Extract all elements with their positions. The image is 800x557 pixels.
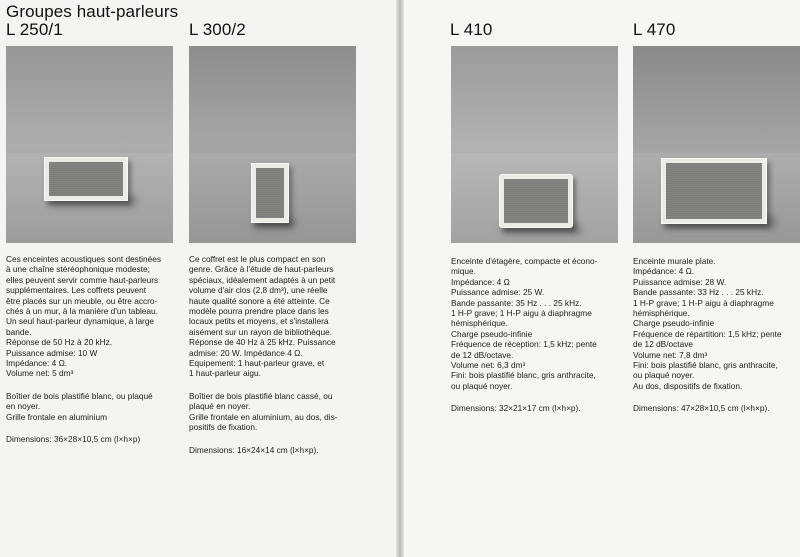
text-l470 bbox=[633, 256, 800, 414]
description-line: Puissance admise: 25 W. bbox=[451, 287, 545, 298]
text-l300 bbox=[189, 254, 359, 455]
description-line: Volume net: 5 dm³ bbox=[6, 368, 74, 379]
description-line: Volume net: 6,3 dm³ bbox=[451, 360, 526, 371]
description-line: Volume net: 7,8 dm³ bbox=[633, 349, 708, 360]
speaker-photo-l300 bbox=[189, 46, 356, 243]
finish-line: Grille frontale en aluminium, au dos, dis- bbox=[189, 411, 338, 422]
speaker-photo-l470 bbox=[633, 46, 800, 243]
finish-line: Grille frontale en aluminium bbox=[6, 411, 107, 422]
description-line: Ce coffret est le plus compact en son bbox=[189, 254, 326, 264]
description-line: volume d'air clos (2,8 dm³), une réelle bbox=[189, 285, 328, 296]
description-line: chés à un mur, à la manière d'un tableau. bbox=[6, 306, 158, 317]
description-line: admise: 20 W. Impédance 4 Ω. bbox=[189, 347, 303, 358]
speaker-photo-l410 bbox=[451, 46, 618, 243]
description-line: Ces enceintes acoustiques sont destinées bbox=[6, 254, 161, 264]
description-line: Fréquence de répartition: 1,5 kHz; pente bbox=[633, 328, 782, 339]
speaker-photo-l250 bbox=[6, 46, 173, 243]
description-line: Impédance: 4 Ω. bbox=[633, 266, 695, 277]
description-line: haute qualité sonore a été atteinte. Ce bbox=[189, 295, 330, 306]
description-line: mique. bbox=[451, 266, 476, 277]
speaker-grille bbox=[49, 162, 123, 196]
description-line: de 12 dB/octave bbox=[633, 339, 693, 350]
text-l410 bbox=[451, 256, 621, 414]
dimensions: Dimensions: 32×21×17 cm (l×h×p). bbox=[451, 403, 581, 414]
description-line: Charge pseudo-infinie bbox=[451, 328, 533, 339]
description-line: Impédance: 4 Ω. bbox=[6, 358, 68, 369]
description-line: aisément sur un rayon de bibliothèque. bbox=[189, 326, 332, 337]
finish-line: positifs de fixation. bbox=[189, 422, 258, 433]
description-line: bande. bbox=[6, 326, 32, 337]
model-title-l410: L 410 bbox=[450, 20, 493, 39]
finish-line: Boîtier de bois plastifié blanc, ou plaqué bbox=[6, 390, 153, 401]
description-line: Enceinte murale plate. bbox=[633, 256, 716, 266]
description-line: de 12 dB/octave. bbox=[451, 349, 514, 360]
description-line: Au dos, dispositifs de fixation. bbox=[633, 380, 743, 391]
description-line: supplémentaires. Les coffrets peuvent bbox=[6, 285, 147, 296]
description-line: hémisphérique. bbox=[451, 318, 508, 329]
description-line: Impédance: 4 Ω bbox=[451, 276, 510, 287]
speaker-cabinet bbox=[661, 158, 767, 224]
model-title-l300: L 300/2 bbox=[189, 20, 246, 39]
description-line: Fini: bois plastifié blanc, gris anthracite, bbox=[633, 360, 778, 371]
page-gutter bbox=[396, 0, 404, 557]
speaker-cabinet bbox=[44, 157, 128, 201]
description-line: 1 haut-parleur aigu. bbox=[189, 368, 261, 379]
description-line: Fréquence de réception: 1,5 kHz; pente bbox=[451, 339, 597, 350]
description-line: Enceinte d'étagère, compacte et écono- bbox=[451, 256, 598, 266]
dimensions: Dimensions: 47×28×10,5 cm (l×h×p). bbox=[633, 403, 770, 414]
description-line: Puissance admise: 10 W bbox=[6, 347, 98, 358]
description-line: ou plaqué noyer. bbox=[633, 370, 695, 381]
description-line: Réponse de 50 Hz à 20 kHz. bbox=[6, 337, 113, 348]
speaker-grille bbox=[256, 168, 284, 218]
description-line: Bande passante: 33 Hz . . . 25 kHz. bbox=[633, 287, 764, 298]
description-line: genre. Grâce à l'étude de haut-parleurs bbox=[189, 264, 334, 275]
description-line: Equipement: 1 haut-parleur grave, et bbox=[189, 358, 325, 369]
finish-line: Boîtier de bois plastifié blanc cassé, ou bbox=[189, 390, 333, 401]
finish-line: en noyer. bbox=[6, 401, 41, 412]
dimensions: Dimensions: 16×24×14 cm (l×h×p). bbox=[189, 444, 319, 455]
description-line: Réponse de 40 Hz à 25 kHz. Puissance bbox=[189, 337, 336, 348]
speaker-grille bbox=[504, 179, 568, 223]
dimensions: Dimensions: 36×28×10,5 cm (l×h×p) bbox=[6, 434, 141, 445]
description-line: Puissance admise: 28 W. bbox=[633, 276, 727, 287]
text-l250 bbox=[6, 254, 176, 445]
description-line: locaux petits et moyens, et s'installera bbox=[189, 316, 329, 327]
description-line: Bande passante: 35 Hz . . . 25 kHz. bbox=[451, 297, 582, 308]
description-line: elles peuvent servir comme haut-parleurs bbox=[6, 274, 159, 285]
speaker-cabinet bbox=[499, 174, 573, 228]
model-title-l470: L 470 bbox=[633, 20, 676, 39]
speaker-grille bbox=[666, 163, 762, 219]
section-title: Groupes haut-parleurs bbox=[6, 2, 179, 21]
description-line: à une chaîne stéréophonique modeste; bbox=[6, 264, 150, 275]
description-line: spéciaux, idéalement adaptés à un petit bbox=[189, 274, 336, 285]
speaker-cabinet bbox=[251, 163, 289, 223]
description-line: 1 H-P grave; 1 H-P aigu à diaphragme bbox=[633, 297, 774, 308]
description-line: ou plaqué noyer. bbox=[451, 380, 513, 391]
description-line: Fini: bois plastifié blanc, gris anthracite, bbox=[451, 370, 596, 381]
model-title-l250: L 250/1 bbox=[6, 20, 63, 39]
description-line: Charge pseudo-infinie bbox=[633, 318, 715, 329]
finish-line: plaqué en noyer. bbox=[189, 401, 251, 412]
description-line: Un seul haut-parleur dynamique, à large bbox=[6, 316, 155, 327]
description-line: être placés sur un meuble, ou être accro- bbox=[6, 295, 158, 306]
description-line: modèle pourra prendre place dans les bbox=[189, 306, 329, 317]
description-line: 1 H-P grave; 1 H-P aigu à diaphragme bbox=[451, 308, 592, 319]
description-line: hémisphérique. bbox=[633, 308, 690, 319]
